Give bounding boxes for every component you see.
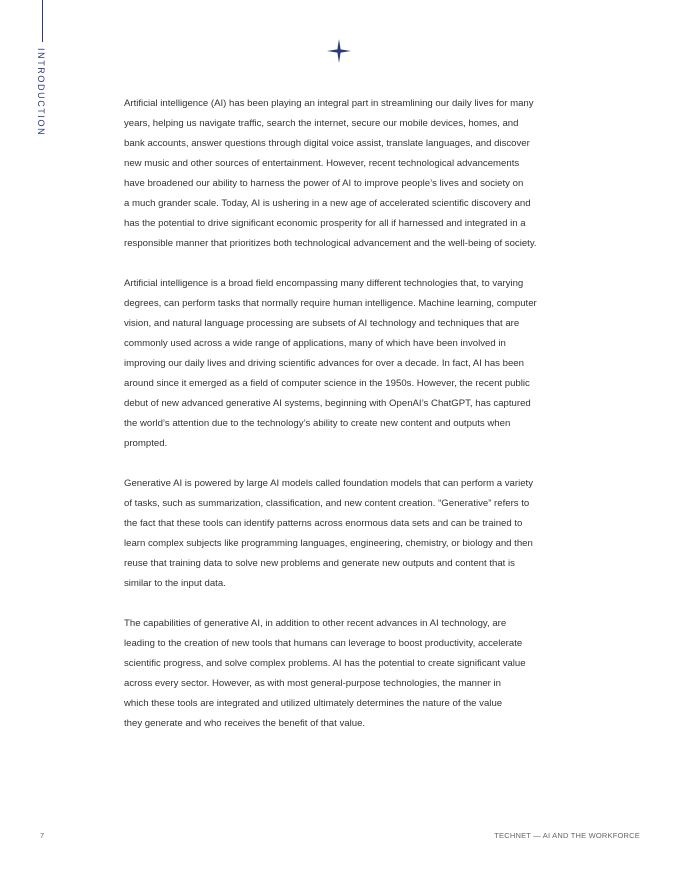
text-line: the world’s attention due to the technology’s ability to create new content and outputs when	[124, 418, 511, 429]
four-point-star-icon	[327, 39, 351, 63]
text-line: debut of new advanced generative AI systems, beginning with OpenAI’s ChatGPT, has captured	[124, 398, 531, 409]
text-line: have broadened our ability to harness the power of AI to improve people’s lives and society on	[124, 178, 524, 189]
page-number: 7	[40, 831, 45, 840]
text-line: years, helping us navigate traffic, search the internet, secure our mobile devices, homes, and	[124, 118, 519, 129]
text-line: degrees, can perform tasks that normally require human intelligence. Machine learning, computer	[124, 298, 537, 309]
text-line: Artificial intelligence (AI) has been playing an integral part in streamlining our daily lives for many	[124, 98, 534, 109]
text-line: around since it emerged as a field of computer science in the 1950s. However, the recent public	[124, 378, 530, 389]
text-line: commonly used across a wide range of applications, many of which have been involved in	[124, 338, 506, 349]
text-line: of tasks, such as summarization, classification, and new content creation. “Generative” refers to	[124, 498, 530, 509]
text-line: which these tools are integrated and utilized ultimately determines the nature of the value	[124, 698, 503, 709]
section-rule	[42, 0, 43, 42]
body-text	[124, 97, 604, 757]
text-line: leading to the creation of new tools that humans can leverage to boost productivity, accelerate	[124, 638, 523, 649]
text-line: scientific progress, and solve complex problems. AI has the potential to create significant value	[124, 658, 526, 669]
paragraph	[124, 477, 604, 597]
text-line: Generative AI is powered by large AI models called foundation models that can perform a variety	[124, 478, 534, 489]
text-line: bank accounts, answer questions through digital voice assist, translate languages, and discover	[124, 138, 530, 149]
paragraph	[124, 617, 604, 737]
text-line: vision, and natural language processing are subsets of AI technology and techniques that are	[124, 318, 520, 329]
text-line: across every sector. However, as with most general-purpose technologies, the manner in	[124, 678, 502, 689]
text-line: Artificial intelligence is a broad field encompassing many different technologies that, to varying	[124, 278, 524, 289]
text-line: learn complex subjects like programming languages, engineering, chemistry, or biology and then	[124, 538, 533, 549]
text-line: improving our daily lives and driving scientific advances for over a decade. In fact, AI has been	[124, 358, 524, 369]
text-line: they generate and who receives the benefit of that value.	[124, 718, 366, 729]
section-label: INTRODUCTION	[36, 48, 46, 137]
paragraph	[124, 97, 604, 257]
text-line: a much grander scale. Today, AI is ushering in a new age of accelerated scientific discovery and	[124, 198, 531, 209]
text-line: has the potential to drive significant economic prosperity for all if harnessed and integrated in a	[124, 218, 526, 229]
text-line: new music and other sources of entertainment. However, recent technological advancements	[124, 158, 520, 169]
text-line: The capabilities of generative AI, in addition to other recent advances in AI technology, are	[124, 618, 507, 629]
text-line: responsible manner that prioritizes both technological advancement and the well-being of society.	[124, 238, 537, 249]
text-line: the fact that these tools can identify patterns across enormous data sets and can be trained to	[124, 518, 523, 529]
paragraph	[124, 277, 604, 457]
text-line: similar to the input data.	[124, 578, 226, 589]
text-line: prompted.	[124, 438, 168, 449]
running-footer: TECHNET — AI AND THE WORKFORCE	[494, 831, 640, 840]
text-line: reuse that training data to solve new problems and generate new outputs and content that is	[124, 558, 515, 569]
